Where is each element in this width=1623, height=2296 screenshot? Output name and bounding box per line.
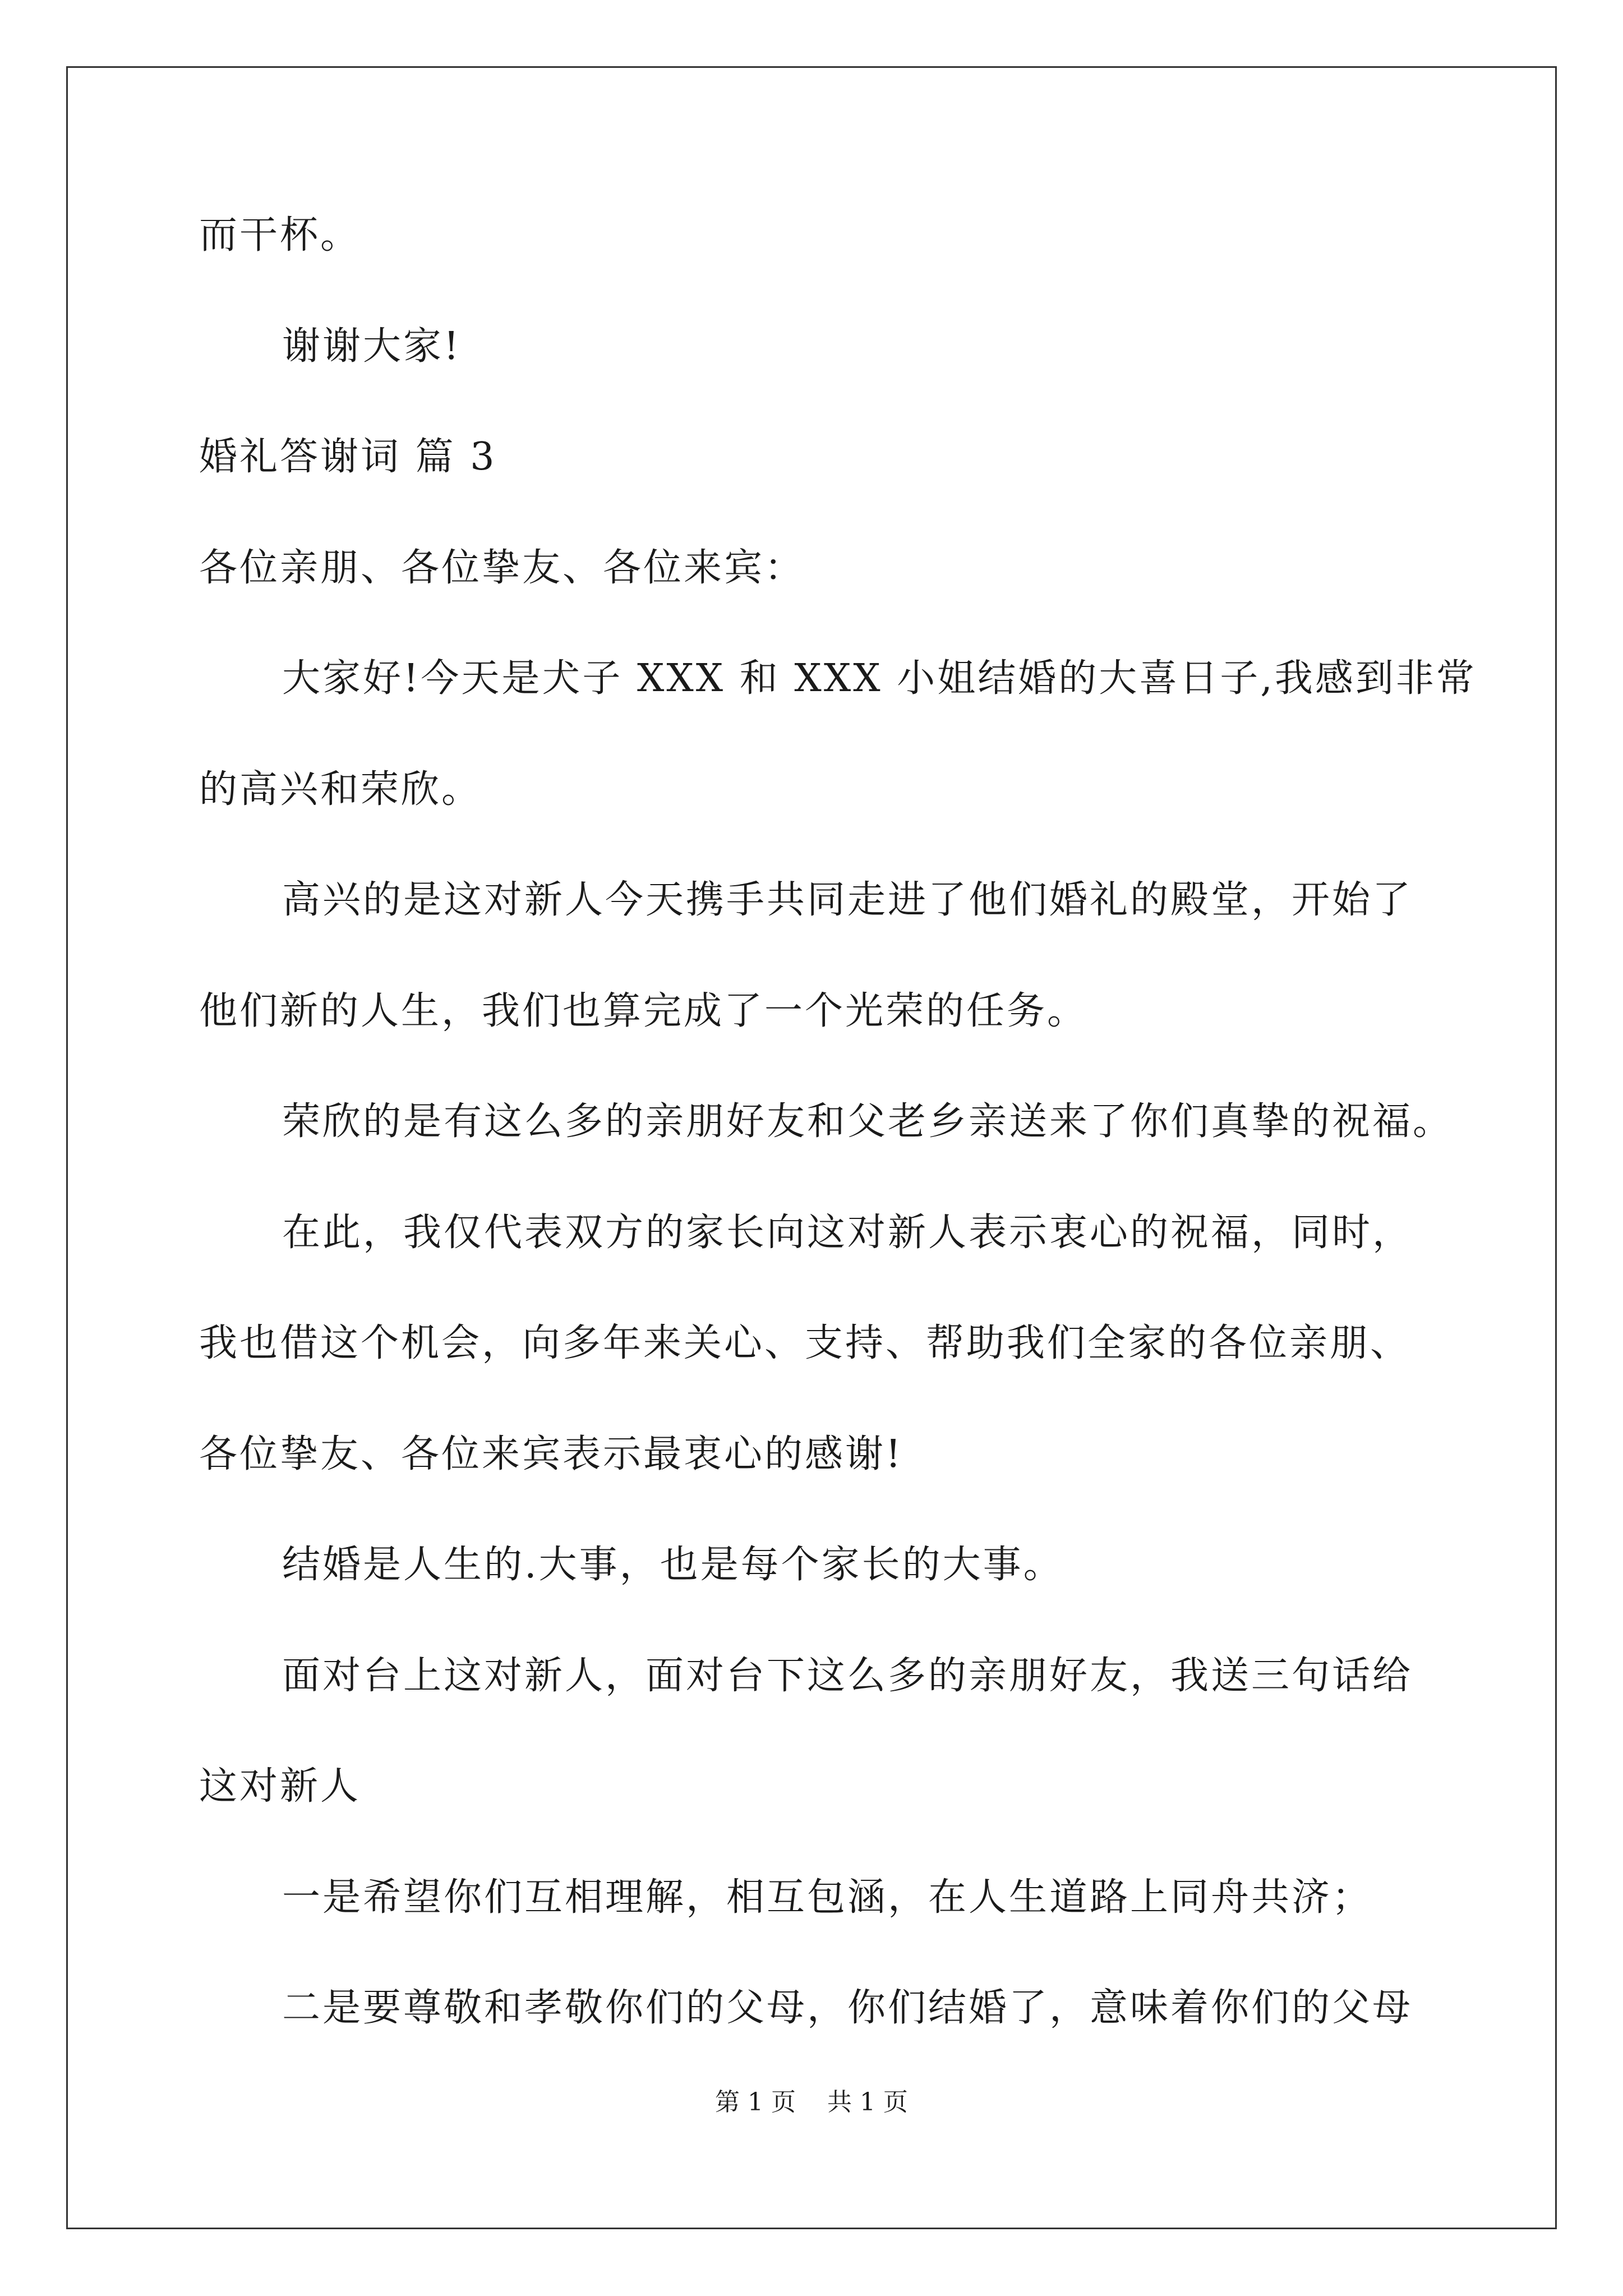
- text-line: 二是要尊敬和孝敬你们的父母，你们结婚了，意味着你们的父母: [282, 1986, 1413, 2030]
- section-heading: 婚礼答谢词 篇 3: [199, 435, 497, 479]
- text-line: 他们新的人生，我们也算完成了一个光荣的任务。: [199, 989, 1088, 1033]
- text-line: 我也借这个机会，向多年来关心、支持、帮助我们全家的各位亲朋、: [199, 1321, 1411, 1365]
- page-footer: [0, 2086, 1623, 2119]
- text-line: 面对台上这对新人，面对台下这么多的亲朋好友，我送三句话给: [282, 1654, 1413, 1698]
- text-line: 的高兴和荣欣。: [199, 767, 482, 812]
- text-line: 高兴的是这对新人今天携手共同走进了他们婚礼的殿堂，开始了: [282, 878, 1413, 922]
- text-line: 一是希望你们互相理解，相互包涵，在人生道路上同舟共济；: [282, 1875, 1373, 1920]
- salutation-line: 各位亲朋、各位挚友、各位来宾：: [199, 546, 805, 590]
- text-line: 在此，我仅代表双方的家长向这对新人表示衷心的祝福，同时，: [282, 1211, 1413, 1255]
- text-line: 大家好!今天是犬子 XXX 和 XXX 小姐结婚的大喜日子,我感到非常: [282, 656, 1477, 701]
- text-line: 荣欣的是有这么多的亲朋好友和父老乡亲送来了你们真挚的祝福。: [282, 1099, 1454, 1144]
- page-number: 第 1 页 共 1 页: [715, 2088, 908, 2116]
- text-line: 各位挚友、各位来宾表示最衷心的感谢!: [199, 1432, 903, 1476]
- text-line: 结婚是人生的.大事，也是每个家长的大事。: [282, 1543, 1064, 1587]
- text-line: 而干杯。: [199, 213, 361, 257]
- text-line: 谢谢大家!: [282, 324, 462, 369]
- text-line: 这对新人: [199, 1764, 361, 1809]
